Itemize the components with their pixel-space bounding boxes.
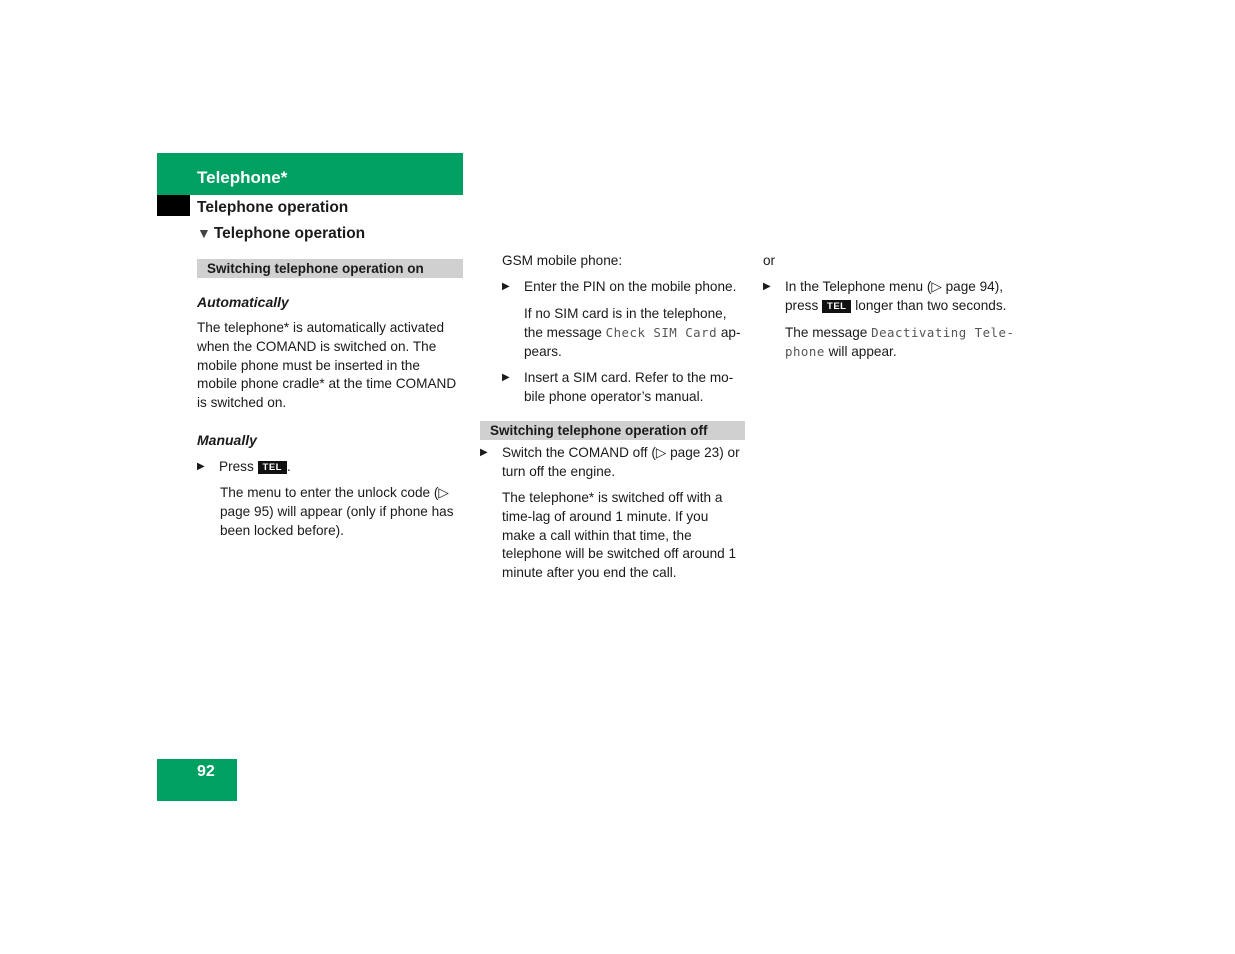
press-text: Press (219, 459, 254, 474)
bullet-arrow-icon: ▶ (480, 447, 488, 458)
deactivating-post: will appear. (828, 343, 897, 359)
bullet-arrow-icon: ▶ (197, 461, 205, 472)
switch-off-step (480, 444, 745, 482)
press-tel-step (197, 458, 463, 477)
check-sim-message: Check SIM Card (605, 324, 718, 340)
no-sim-text (524, 305, 745, 361)
time-lag-text: The telephone* is switched off with a time-lag of around 1 minute. If you make a call within that time, the telephone will be switched off around 1 minute after you end the call. (502, 490, 737, 581)
deactivating-message: Deactivating Tele- phone (785, 325, 1015, 359)
gsm-label: GSM mobile phone: (502, 253, 623, 268)
subsection-title-text: Telephone operation (213, 225, 366, 242)
tel-key-icon: TEL (258, 461, 287, 474)
tel-menu-step (763, 278, 1025, 316)
pin-step-text: Enter the PIN on the mobile phone. (524, 279, 737, 294)
bullet-arrow-icon: ▶ (502, 372, 510, 383)
automatically-label: Automatically (197, 294, 289, 310)
pin-step (502, 278, 745, 297)
tel-menu-text (785, 278, 1025, 316)
manually-label: Manually (197, 432, 257, 448)
tel-key-icon: TEL (822, 300, 851, 313)
subsection-title (197, 225, 365, 243)
section-title: Telephone operation (197, 199, 349, 216)
deactivating-pre: The message (785, 325, 868, 340)
deactivating-text (785, 324, 1025, 362)
or-text: or (763, 253, 776, 268)
down-triangle-icon: ▼ (197, 225, 211, 241)
switch-off-heading: Switching telephone operation off (480, 421, 745, 440)
chapter-title: Telephone* (197, 168, 288, 187)
unlock-menu-text: The menu to enter the unlock code (▷ page 95) will appear (only if phone has been locked before). (220, 485, 454, 538)
switch-off-text: Switch the COMAND off (▷ page 23) or turn off the engine. (502, 445, 740, 479)
insert-sim-step (502, 369, 745, 407)
automatically-text: The telephone* is automatically activated when the COMAND is switched on. The mobile phone must be inserted in the mobile phone cradle* at the time COMAND is switched on. (197, 320, 457, 411)
no-sim-pre: If no SIM card is in the telephone, the message (524, 306, 727, 340)
no-sim-post: ap- pears. (524, 324, 741, 359)
bullet-arrow-icon: ▶ (502, 281, 510, 292)
press-end: . (286, 459, 291, 474)
bullet-arrow-icon: ▶ (763, 281, 771, 292)
tel-menu-post: longer than two seconds. (855, 297, 1007, 313)
tel-menu-pre: In the Telephone menu (▷ page 94), press (785, 279, 1004, 313)
insert-sim-text: Insert a SIM card. Refer to the mo- bile phone operator’s manual. (524, 370, 734, 404)
switch-on-heading: Switching telephone operation on (197, 259, 463, 278)
section-tab-marker (157, 195, 190, 216)
page-number: 92 (197, 763, 215, 780)
